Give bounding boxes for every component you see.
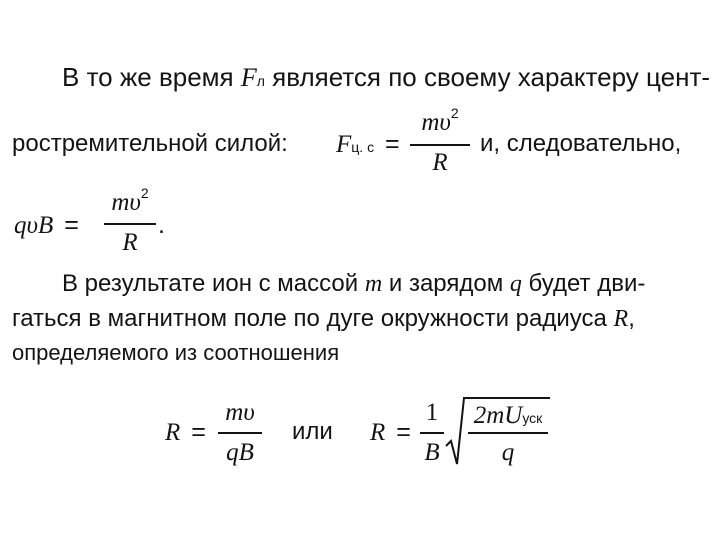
radius-symbol: R [613, 306, 629, 332]
text-fragment: определяемого из соотношения [12, 340, 340, 365]
numerator-text: mυ [225, 399, 255, 426]
paragraph-2-line-1 [62, 272, 645, 296]
text-fragment: и зарядом [382, 270, 510, 297]
radius-symbol: R [370, 419, 386, 446]
equals-sign: = [396, 418, 411, 446]
numerator-text: 1 [425, 399, 439, 426]
paragraph-1-line-1 [62, 64, 710, 91]
paragraph-1-line-2-prefix [12, 132, 288, 156]
paragraph-1-line-2-suffix [480, 132, 681, 156]
text-fragment: гаться в магнитном поле по дуге окружности радиуса [12, 305, 614, 332]
radius-formula-1-denominator [218, 440, 262, 465]
equals-sign: = [64, 211, 79, 239]
text-fragment: будет дви- [521, 270, 646, 297]
charge-symbol: q [509, 271, 522, 297]
lorentz-fraction-bar [104, 223, 156, 225]
equals-sign: = [191, 418, 206, 446]
mass-symbol: m [364, 271, 383, 297]
numerator-text: 2mU [473, 402, 523, 429]
connector-or [292, 420, 333, 444]
lorentz-lhs [14, 213, 79, 238]
period: . [158, 211, 165, 239]
lorentz-denominator [104, 230, 156, 255]
text-fragment: В то же время [62, 62, 241, 92]
radius-formula-2-frac-numerator [420, 400, 444, 425]
exponent: 2 [140, 185, 149, 201]
radius-formula-2-root-fraction-bar [468, 432, 548, 434]
centripetal-denominator [410, 150, 470, 175]
centripetal-numerator [410, 105, 470, 136]
paragraph-2-line-2 [12, 307, 635, 331]
text-fragment: является по своему характеру цент- [264, 62, 711, 92]
radius-formula-1-fraction-bar [218, 432, 262, 434]
radius-formula-1-lhs [165, 420, 206, 445]
lorentz-numerator [104, 185, 156, 216]
numerator-text: mυ [111, 189, 141, 216]
radius-formula-2-lhs [370, 420, 411, 445]
lorentz-period [158, 213, 165, 238]
force-symbol: F [336, 131, 352, 158]
force-subscript: л [256, 73, 265, 89]
force-subscript: ц. с [351, 139, 375, 155]
radius-formula-2-fraction-bar [420, 432, 444, 434]
denominator-text: q [501, 439, 515, 466]
radius-formula-1-numerator [218, 400, 262, 425]
denominator-text: R [122, 229, 138, 256]
radius-formula-2-root-numerator [466, 403, 550, 428]
radius-formula-2-root-denominator [468, 440, 548, 465]
equals-sign: = [385, 130, 400, 158]
accel-subscript: уск [522, 410, 543, 426]
text-fragment: ростремительной силой: [12, 130, 288, 157]
radius-symbol: R [165, 419, 181, 446]
radius-formula-2-frac-denominator [420, 440, 444, 465]
denominator-text: R [432, 149, 448, 176]
paragraph-2-line-3 [12, 342, 339, 364]
connector-text: или [292, 418, 333, 445]
lhs-text: qυB [14, 212, 54, 239]
centripetal-fraction-bar [410, 144, 470, 146]
denominator-text: qB [226, 439, 254, 466]
exponent: 2 [450, 105, 459, 121]
numerator-text: mυ [421, 109, 451, 136]
text-fragment: и, следовательно, [480, 130, 682, 157]
text-fragment: В результате ион с массой [62, 270, 365, 297]
force-symbol: F [240, 63, 257, 92]
text-fragment: , [628, 305, 635, 332]
centripetal-force-lhs [336, 132, 400, 157]
denominator-text: B [424, 439, 440, 466]
